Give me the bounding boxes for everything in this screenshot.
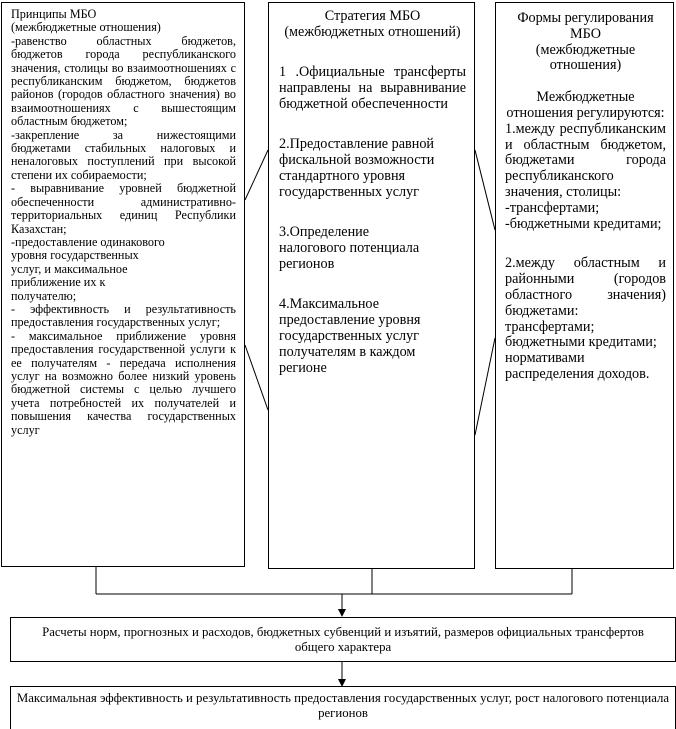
strategy-title: Стратегия МБО <box>324 8 421 24</box>
forms-subtitle: (межбюджетные отношения) <box>535 41 636 74</box>
forms-section2-header: 2.между областным и районными (городов областного значения) бюджетами: <box>505 255 666 319</box>
principle-item-3: - выравнивание уровней бюджетной обеспеченности административно-территориальных единиц Республики Казахстан; <box>11 181 236 236</box>
strategy-item-1: 1 .Официальные трансферты направлены на выравнивание бюджетной обеспеченности <box>279 64 466 112</box>
strategy-box <box>268 2 475 569</box>
strategy-item-4: 4.Максимальное предоставление уровня государственных услуг получателям в каждом регионе <box>279 296 421 376</box>
forms-section2-item-3: нормативами распределения доходов. <box>505 350 650 382</box>
strategy-item-2: 2.Предоставление равной фискальной возможности стандартного уровня государственных услуг <box>279 136 435 200</box>
connector-mid-right-top <box>475 150 495 230</box>
strategy-item-3: 3.Определение налогового потенциала регионов <box>279 224 420 272</box>
forms-box <box>495 2 674 569</box>
forms-section1-item-1: -трансфертами; <box>505 199 600 216</box>
principle-item-5: - эффективность и результативность предоставления государственных услуг; <box>11 301 236 330</box>
forms-intro: Межбюджетные отношения регулируются: <box>506 89 665 121</box>
connector-mid-right-bottom <box>475 338 495 435</box>
principles-box <box>1 2 245 567</box>
principles-subtitle: (межбюджетные отношения) <box>11 20 161 35</box>
outcome-box-2 <box>10 686 676 729</box>
forms-section2-item-2: бюджетными кредитами; <box>505 334 657 351</box>
forms-section1-header: 1.между республиканским и областным бюджетом, бюджетами города республиканского значения, столицы: <box>505 120 666 200</box>
forms-section1-item-2: -бюджетными кредитами; <box>505 215 662 232</box>
connector-left-mid-top <box>245 150 268 200</box>
forms-title: Формы регулирования МБО <box>517 10 654 42</box>
strategy-subtitle: (межбюджетных отношений) <box>284 24 461 40</box>
outcome-box-1 <box>10 617 676 662</box>
arrow-head-1 <box>338 609 346 617</box>
principle-item-4: -предоставление одинакового уровня государственных услуг, и максимальное приближение их к получателю; <box>11 234 165 303</box>
outcome-2-text: Максимальная эффективность и результативность предоставления государственных услуг, рост налогового потенциала регионов <box>16 691 670 720</box>
principle-item-6: - максимальное приближение уровня предоставления государственной услуги к ее получателям - передача исполнения услуг на возможно более низкий уровень бюджетной системы с целью лучшего учета потребностей их получателей и повышения качества государственных услуг <box>11 328 236 437</box>
outcome-1-text: Расчеты норм, прогнозных и расходов, бюджетных субвенций и изъятий, размеров официальных трансфертов общего характера <box>42 624 644 654</box>
forms-section2-item-1: трансфертами; <box>505 318 595 335</box>
principle-item-2: -закрепление за нижестоящими бюджетами стабильных налоговых и неналоговых поступлений при высокой степени их собираемости; <box>11 127 236 182</box>
connector-left-mid-bottom <box>245 345 268 410</box>
principles-title: Принципы МБО <box>11 7 97 21</box>
principle-item-1: -равенство областных бюджетов, бюджетов города республиканского значения, столицы во взаимоотношениях с республиканским бюджетом, бюджетов районов (городов областного значения) во взаимоотношениях с вышестоящим областным бюджетом; <box>11 33 236 129</box>
